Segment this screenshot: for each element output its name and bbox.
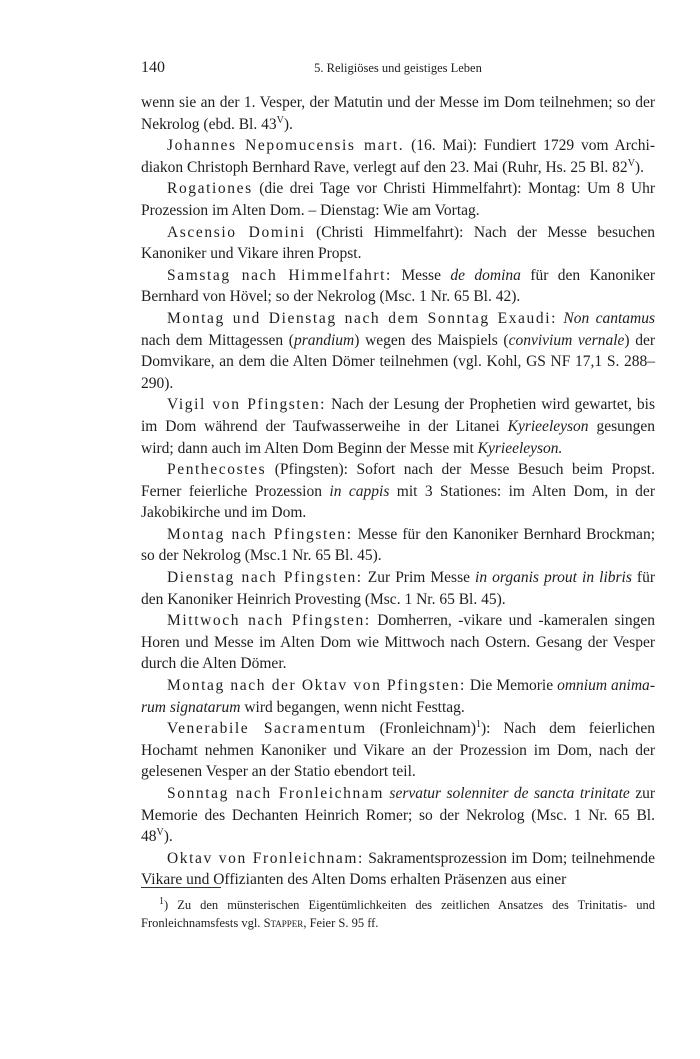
feast-name: Mittwoch nach Pfingsten: (167, 612, 371, 630)
footnote-marker: 1 (476, 719, 482, 731)
footnote-text: $^1$) Zu den münsterischen Eigentümlichkeiten des zeitlichen Ansatzes des Trinitatis- und Fronleichnamsfests vgl. Stapper, Feier S. 95 ff. (141, 895, 655, 930)
feast-name: Johannes Nepomucensis mart. (167, 137, 405, 155)
feast-name: Rogationes (167, 180, 253, 198)
feast-name: Dienstag nach Pfingsten: (167, 569, 363, 587)
feast-name: Ascensio Domini (167, 223, 306, 241)
footnote-author: Stapper (263, 915, 304, 930)
entry-venerabile-sacramentum: Venerabile Sacramentum (Fronleichnam)$^1$): Nach dem feierlichen Hochamt nehmen Kanoniker und Vikare an der Prozession im Dom, nach der gelesenen Vesper an der Statio ebendort teil. (141, 719, 655, 781)
entry-oktav-fronleichnam: Oktav von Fronleichnam: Sakramentsprozession im Dom; teilnehmende Vikare und Offizianten des Alten Doms erhalten Präsenzen aus einer (141, 849, 655, 889)
entry-rogationes: Rogationes (die drei Tage vor Christi Himmelfahrt): Montag: Um 8 Uhr Prozession im Alten Dom. – Dienstag: Wie am Vortag. (141, 180, 655, 219)
feast-name: Montag nach Pfingsten: (167, 525, 353, 543)
entry-oktav-pfingsten: Montag nach der Oktav von Pfingsten: Die Memorie omnium animarum signatarum wird begangen, wenn nicht Festtag. (141, 677, 655, 716)
feast-name: Vigil von Pfingsten: (167, 396, 327, 414)
entry-dienstag-pfingsten: Dienstag nach Pfingsten: Zur Prim Messe in organis prout in libris für den Kanoniker Heinrich Provesting (Msc. 1 Nr. 65 Bl. 45). (141, 569, 655, 608)
paragraph-continuation: wenn sie an der 1. Vesper, der Matutin und der Messe im Dom teilnehmen; so der Nekrolog (ebd. Bl. $43^V$). (141, 94, 655, 133)
feast-name: Samstag nach Himmelfahrt: (167, 266, 392, 284)
feast-name: Sonntag nach Fronleichnam (167, 785, 384, 802)
feast-name: Venerabile Sacramentum (167, 720, 367, 738)
footnote (141, 897, 655, 932)
entry-sonntag-fronleichnam: Sonntag nach Fronleichnam servatur solenniter de sancta trinitate zur Memorie des Dechanten Heinrich Romer; so der Nekrolog (Msc. 1 Nr. 65 Bl. $48^V$). (141, 785, 656, 846)
entry-penthecostes: Penthecostes (Pfingsten): Sofort nach der Messe Besuch beim Propst. Ferner feierliche Prozession in cappis mit 3 Stationes: im Alten Dom, in der Jakobikirche und im Dom. (141, 461, 655, 522)
running-title: 5. Religiöses und geistiges Leben (314, 61, 482, 75)
body-text (141, 92, 655, 891)
entry-ascensio-domini: Ascensio Domini (Christi Himmelfahrt): Nach der Messe besuchen Kanoniker und Vikare ihren Propst. (141, 223, 655, 263)
feast-name: Oktav von Fronleichnam: (167, 849, 364, 867)
entry-vigil-pfingsten: Vigil von Pfingsten: Nach der Lesung der Prophetien wird gewartet, bis im Dom während der Taufwasserweihe in der Litanei Kyrieeleyson gesungen wird; dann auch im Alten Dom Beginn der Messe mit Kyrieeleyson. (141, 396, 655, 457)
page-number: 140 (141, 59, 165, 76)
entry-mittwoch-pfingsten: Mittwoch nach Pfingsten: Domherren, -vikare und -kameralen singen Horen und Messe im Alten Dom wie Mittwoch nach Ostern. Gesang der Vesper durch die Alten Dömer. (141, 612, 655, 673)
entry-exaudi: Montag und Dienstag nach dem Sonntag Exaudi: Non cantamus nach dem Mittagessen (prandium) wegen des Maispiels (convivium vernale) der Domvikare, an dem die Alten Dömer teilnehmen (vgl. Kohl, GS NF 17,1 S. 288–290). (141, 309, 656, 392)
entry-montag-pfingsten: Montag nach Pfingsten: Messe für den Kanoniker Bernhard Brockman; so der Nekrolog (Msc.1 Nr. 65 Bl. 45). (141, 525, 655, 565)
page-header (141, 59, 655, 79)
feast-name: Montag nach der Oktav von Pfingsten: (167, 677, 466, 695)
feast-name: Penthecostes (167, 461, 267, 479)
footnote-number: 1 (159, 895, 164, 907)
footnote-rule (141, 887, 221, 888)
feast-name: Montag und Dienstag nach dem Sonntag Exaudi: (167, 309, 558, 327)
entry-johannes-nepomucensis: Johannes Nepomucensis mart. (16. Mai): Fundiert 1729 vom Archidiakon Christoph Bernhard Rave, verlegt auf den 23. Mai (Ruhr, Hs. 25 Bl. $82^V$). (141, 137, 656, 176)
entry-samstag-nach-himmelfahrt: Samstag nach Himmelfahrt: Messe de domina für den Kanoniker Bernhard von Hövel; so der Nekrolog (Msc. 1 Nr. 65 Bl. 42). (141, 266, 656, 306)
